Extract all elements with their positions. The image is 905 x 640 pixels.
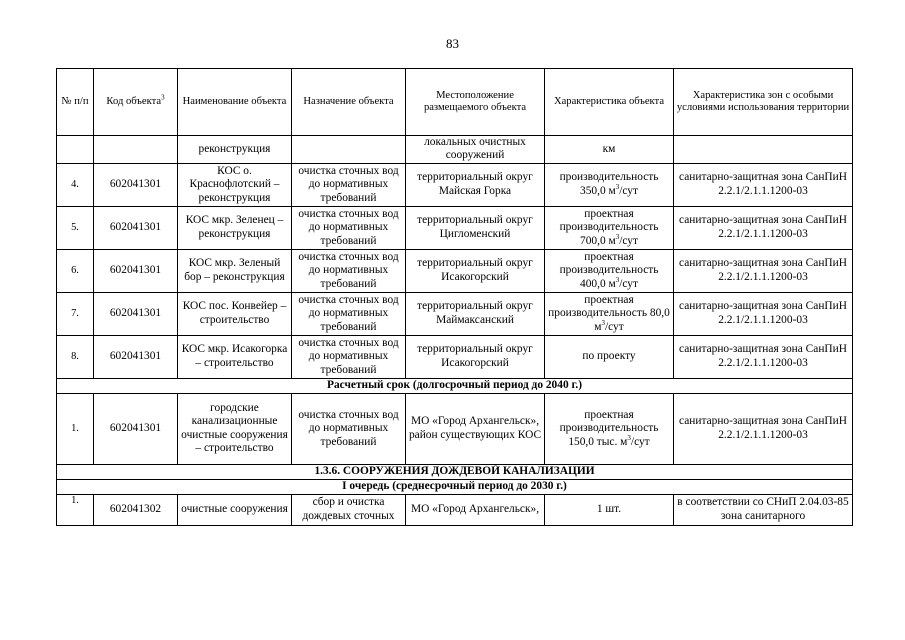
- cell-name: КОС о. Краснофлотский – реконструкция: [178, 163, 292, 206]
- char-unit: /сут: [604, 320, 624, 333]
- section-long-term: Расчетный срок (долгосрочный период до 2040 г.): [57, 378, 853, 393]
- char-text: по проекту: [582, 350, 636, 363]
- section-row: [57, 464, 853, 479]
- char-text: проектная производительность 700,0 м: [559, 207, 659, 247]
- header-location: Местоположение размещаемого объекта: [406, 69, 545, 136]
- cell-location: локальных очистных сооружений: [406, 136, 545, 164]
- cell-code: 602041301: [94, 335, 178, 378]
- char-unit: /сут: [619, 234, 638, 247]
- char-text: проектная производительность 150,0 тыс. м: [559, 408, 659, 448]
- cell-num: 8.: [57, 335, 94, 378]
- table-row: [57, 393, 853, 464]
- cell-num: 1.: [57, 494, 94, 525]
- cell-num: 4.: [57, 163, 94, 206]
- cell-num: [57, 136, 94, 164]
- char-text: проектная производительность 400,0 м: [559, 250, 659, 290]
- cell-code: 602041301: [94, 249, 178, 292]
- cell-name: КОС мкр. Исакогорка – строительство: [178, 335, 292, 378]
- header-name: Наименование объекта: [178, 69, 292, 136]
- char-unit-sup: 3: [615, 232, 620, 241]
- header-code-footnote: 3: [161, 93, 165, 102]
- table-row: [57, 136, 853, 164]
- cell-name: КОС мкр. Зеленый бор – реконструкция: [178, 249, 292, 292]
- cell-characteristic: [545, 249, 674, 292]
- cell-purpose: очистка сточных вод до нормативных требований: [292, 206, 406, 249]
- section-rain-sewerage: 1.3.6. СООРУЖЕНИЯ ДОЖДЕВОЙ КАНАЛИЗАЦИИ: [57, 464, 853, 479]
- section-row: [57, 378, 853, 393]
- header-code: [94, 69, 178, 136]
- header-code-text: Код объекта: [106, 95, 162, 107]
- header-num: № п/п: [57, 69, 94, 136]
- char-unit-sup: 3: [615, 183, 620, 192]
- cell-location: территориальный округ Маймаксанский: [406, 292, 545, 335]
- table-row: [57, 292, 853, 335]
- table-row: [57, 206, 853, 249]
- cell-code: [94, 136, 178, 164]
- cell-characteristic: [545, 206, 674, 249]
- header-characteristic: Характеристика объекта: [545, 69, 674, 136]
- cell-location: МО «Город Архангельск»,: [406, 494, 545, 525]
- cell-zones: в соответствии со СНиП 2.04.03-85 зона санитарного: [674, 494, 853, 525]
- cell-name: городские канализационные очистные сооружения – строительство: [178, 393, 292, 464]
- cell-zones: [674, 136, 853, 164]
- section-first-stage: I очередь (среднесрочный период до 2030 г.): [57, 479, 853, 494]
- char-unit-sup: 3: [627, 433, 631, 442]
- table-row: [57, 249, 853, 292]
- cell-zones: санитарно-защитная зона СанПиН 2.2.1/2.1.1.1200-03: [674, 249, 853, 292]
- objects-table: [56, 68, 853, 526]
- cell-purpose: очистка сточных вод до нормативных требований: [292, 393, 406, 464]
- cell-purpose: очистка сточных вод до нормативных требований: [292, 249, 406, 292]
- header-purpose: Назначение объекта: [292, 69, 406, 136]
- cell-location: территориальный округ Исакогорский: [406, 249, 545, 292]
- section-row: [57, 479, 853, 494]
- cell-code: 602041301: [94, 393, 178, 464]
- cell-code: 602041301: [94, 292, 178, 335]
- cell-purpose: сбор и очистка дождевых сточных: [292, 494, 406, 525]
- char-unit: /сут: [619, 277, 638, 290]
- cell-location: территориальный округ Майская Горка: [406, 163, 545, 206]
- char-text: производительность 350,0 м: [559, 171, 659, 197]
- char-unit-sup: 3: [601, 318, 605, 327]
- cell-characteristic: [545, 335, 674, 378]
- cell-num: 5.: [57, 206, 94, 249]
- char-unit: /сут: [619, 184, 638, 197]
- table-row: [57, 335, 853, 378]
- cell-location: МО «Город Архангельск», район существующих КОС: [406, 393, 545, 464]
- cell-name: КОС мкр. Зеленец – реконструкция: [178, 206, 292, 249]
- cell-zones: санитарно-защитная зона СанПиН 2.2.1/2.1.1.1200-03: [674, 335, 853, 378]
- cell-characteristic: 1 шт.: [545, 494, 674, 525]
- cell-zones: санитарно-защитная зона СанПиН 2.2.1/2.1.1.1200-03: [674, 292, 853, 335]
- cell-num: 1.: [57, 393, 94, 464]
- cell-zones: санитарно-защитная зона СанПиН 2.2.1/2.1.1.1200-03: [674, 163, 853, 206]
- header-zones: Характеристика зон с особыми условиями использования территории: [674, 69, 853, 136]
- cell-purpose: очистка сточных вод до нормативных требований: [292, 292, 406, 335]
- cell-name: КОС пос. Конвейер – строительство: [178, 292, 292, 335]
- char-unit-sup: 3: [615, 275, 620, 284]
- table-row: [57, 163, 853, 206]
- cell-name: очистные сооружения: [178, 494, 292, 525]
- cell-characteristic: км: [545, 136, 674, 164]
- cell-name: реконструкция: [178, 136, 292, 164]
- page-number: 83: [446, 36, 459, 51]
- cell-characteristic: [545, 393, 674, 464]
- cell-num: 7.: [57, 292, 94, 335]
- table-header-row: [57, 69, 853, 136]
- cell-purpose: [292, 136, 406, 164]
- cell-code: 602041302: [94, 494, 178, 525]
- cell-zones: санитарно-защитная зона СанПиН 2.2.1/2.1.1.1200-03: [674, 206, 853, 249]
- char-unit: /сут: [630, 435, 650, 448]
- table-row: [57, 494, 853, 525]
- cell-location: территориальный округ Цигломенский: [406, 206, 545, 249]
- cell-characteristic: [545, 292, 674, 335]
- cell-purpose: очистка сточных вод до нормативных требований: [292, 163, 406, 206]
- cell-location: территориальный округ Исакогорский: [406, 335, 545, 378]
- cell-zones: санитарно-защитная зона СанПиН 2.2.1/2.1.1.1200-03: [674, 393, 853, 464]
- char-text: проектная производительность 80,0 м: [548, 293, 670, 333]
- cell-num: 6.: [57, 249, 94, 292]
- cell-code: 602041301: [94, 206, 178, 249]
- cell-characteristic: [545, 163, 674, 206]
- cell-purpose: очистка сточных вод до нормативных требований: [292, 335, 406, 378]
- cell-code: 602041301: [94, 163, 178, 206]
